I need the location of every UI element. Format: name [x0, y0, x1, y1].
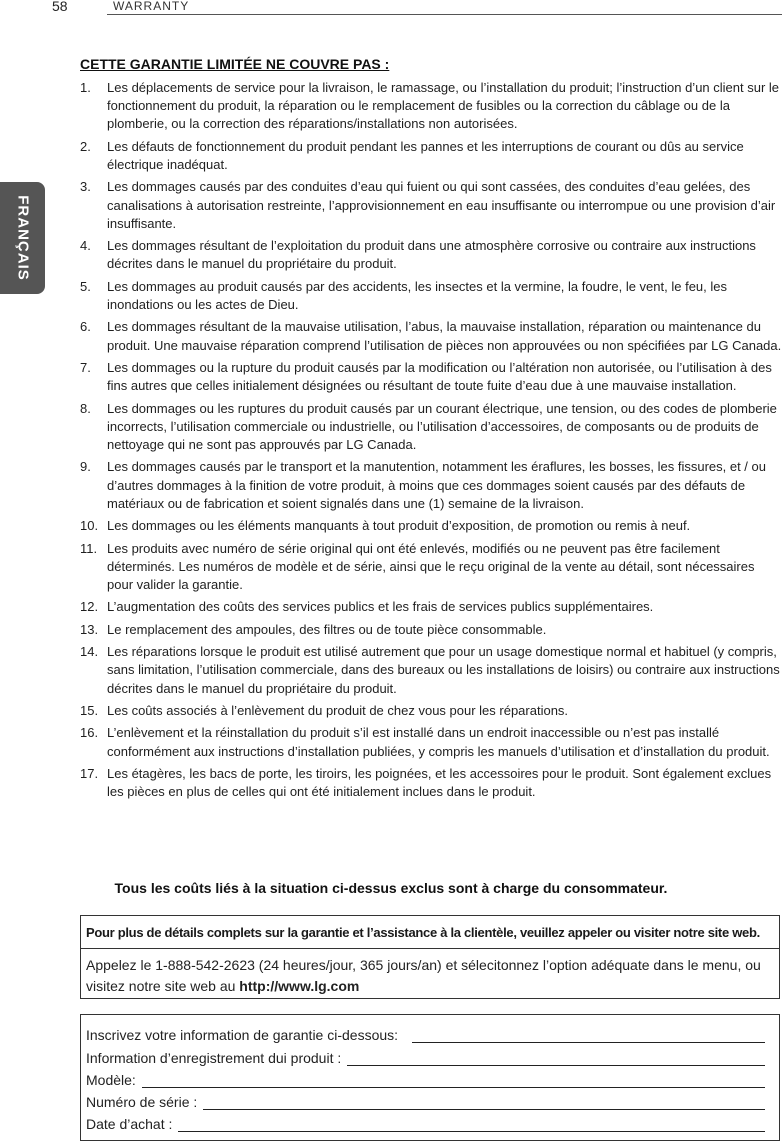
page-number: 58 [52, 0, 68, 14]
registration-row [86, 1066, 765, 1088]
registration-label: Inscrivez votre information de garantie ci-dessous: [86, 1027, 399, 1044]
exclusion-item [80, 359, 782, 395]
language-tab-label: FRANÇAIS [14, 195, 31, 281]
exclusion-item [80, 318, 782, 354]
language-tab [0, 182, 45, 294]
exclusion-item [80, 278, 782, 314]
exclusion-text: L’enlèvement et la réinstallation du produit s’il est installé dans un endroit inaccessible ou n’est pas installé conformément aux instructions d’installation publiées, y compris les manuels d’utilisation et d’installation du produit. [107, 725, 770, 759]
purchase-date-field[interactable] [178, 1118, 765, 1132]
exclusion-item [80, 400, 782, 455]
exclusion-text: Les dommages résultant de l’exploitation du produit dans une atmosphère corrosive ou contraire aux instructions décrites dans le manuel du propriétaire du produit. [107, 238, 756, 272]
exclusion-number: 8. [80, 400, 91, 416]
registration-label: Information d’enregistrement dui produit : [86, 1049, 342, 1066]
exclusion-number: 9. [80, 459, 91, 475]
exclusion-text: Les dommages causés par le transport et la manutention, notamment les éraflures, les bosses, les fissures, et / ou d’autres dommages à la finition de votre produit, à moins que ces dommages soient causés par des défauts de matériaux ou de fabrication et soient signalés dans une (1) semaine de la livraison. [107, 459, 766, 511]
exclusion-text: Le remplacement des ampoules, des filtres ou de toute pièce consommable. [107, 621, 547, 637]
registration-row [86, 1043, 765, 1065]
page-header [0, 0, 782, 16]
exclusion-text: Les étagères, les bacs de porte, les tiroirs, les poignées, et les accessoires pour le produit. Sont également exclues les pièces en plus de celles qui ont été initialement inclues dans le produit. [107, 765, 772, 800]
exclusions-heading: CETTE GARANTIE LIMITÉE NE COUVRE PAS : [80, 56, 390, 72]
website-link[interactable]: http://www.lg.com [239, 978, 360, 994]
registration-row [86, 1110, 765, 1132]
exclusion-text: Les réparations lorsque le produit est utilisé autrement que pour un usage domestique normal et habituel (y compris, sans limitation, l’utilisation commerciale, dans des bureaux ou les installations de loisirs) ou contraire aux instructions décrites dans le manuel du propriétaire du produit. [107, 644, 780, 696]
registration-label: Date d’achat : [86, 1116, 173, 1133]
exclusion-number: 13. [80, 621, 99, 637]
exclusion-item [80, 138, 782, 174]
exclusion-item [80, 540, 782, 595]
exclusion-item [80, 458, 782, 513]
serial-number-field[interactable] [203, 1096, 765, 1110]
exclusion-item [80, 237, 782, 273]
contact-info-title: Pour plus de détails complets sur la garantie et l’assistance à la clientèle, veuillez appeler ou visiter notre site web. [81, 916, 779, 949]
exclusion-text: Les dommages ou les ruptures du produit causés par un courant électrique, une tension, ou des codes de plomberie incorrects, l’utilisation commerciale ou industrielle, ou l’utilisation d’accessoires, de composants ou de produits de nettoyage qui ne sont pas approuvés par LG Canada. [107, 400, 777, 452]
exclusion-item [80, 621, 782, 639]
exclusion-number: 3. [80, 179, 91, 195]
exclusion-item [80, 765, 782, 801]
exclusion-number: 14. [80, 644, 99, 660]
exclusion-text: Les dommages au produit causés par des accidents, les insectes et la vermine, la foudre, le vent, le feu, les inondations ou les actes de Dieu. [107, 278, 728, 312]
exclusion-text: Les dommages ou la rupture du produit causés par la modification ou l’altération non autorisée, ou l’utilisation à des fins autres que celles initialement désignées ou résultant de toute fuite d’eau due à une mauvaise installation. [107, 359, 772, 394]
exclusion-number: 10. [80, 518, 99, 534]
contact-info-text: Appelez le 1-888-542-2623 (24 heures/jour, 365 jours/an) et sélecitonnez l’option adéquate dans le menu, ou visitez notre site web au [86, 957, 761, 994]
exclusion-item [80, 643, 782, 698]
exclusion-number: 11. [80, 540, 98, 556]
exclusion-text: Les déplacements de service pour la livraison, le ramassage, ou l’installation du produit; l’instruction d’un client sur le fonctionnement du produit, la réparation ou le remplacement de fusibles ou la correction du câblage ou de la plomberie, ou la correction des réparations/installations non autorisées. [107, 80, 780, 132]
exclusion-number: 4. [80, 238, 91, 254]
registration-box [80, 1014, 780, 1141]
exclusion-number: 7. [80, 359, 91, 375]
exclusion-text: Les défauts de fonctionnement du produit pendant les pannes et les interruptions de courant ou dûs au service électrique inadéquat. [107, 138, 744, 172]
exclusion-text: L’augmentation des coûts des services publics et les frais de services publics supplémentaires. [107, 599, 654, 615]
registration-label: Modèle: [86, 1071, 136, 1088]
exclusion-text: Les dommages ou les éléments manquants à tout produit d’exposition, de promotion ou remis à neuf. [107, 518, 691, 534]
exclusion-item [80, 598, 782, 616]
exclusion-number: 15. [80, 702, 99, 718]
registration-label: Numéro de série : [86, 1094, 198, 1111]
exclusion-number: 16. [80, 725, 99, 741]
model-field[interactable] [142, 1074, 765, 1088]
exclusion-item [80, 702, 782, 720]
exclusion-number: 1. [80, 80, 91, 95]
section-title: WARRANTY [113, 0, 190, 13]
exclusion-item [80, 517, 782, 535]
exclusion-text: Les produits avec numéro de série original qui ont été enlevés, modifiés ou ne peuvent pas être facilement déterminés. Les numéros de modèle et de série, ainsi que le reçu original de la vente au détail, sont nécessaires pour valider la garantie. [107, 540, 755, 592]
exclusion-text: Les coûts associés à l’enlèvement du produit de chez vous pour les réparations. [107, 702, 569, 718]
exclusions-list [80, 79, 782, 806]
header-rule [107, 14, 782, 15]
exclusion-number: 12. [80, 599, 99, 615]
exclusion-number: 6. [80, 319, 91, 335]
registration-row [86, 1088, 765, 1110]
exclusion-item [80, 178, 782, 233]
exclusion-number: 5. [80, 278, 91, 294]
contact-info-body [81, 949, 779, 997]
exclusion-item [80, 79, 782, 134]
registration-info-field[interactable] [347, 1052, 765, 1066]
registration-row [86, 1021, 765, 1043]
contact-info-box [80, 915, 780, 999]
exclusion-item [80, 724, 782, 760]
exclusion-text: Les dommages résultant de la mauvaise utilisation, l’abus, la mauvaise installation, réparation ou maintenance du produit. Une mauvaise réparation comprend l’utilisation de pièces non approuvées ou non spécifiées par LG Canada. [107, 319, 782, 353]
exclusion-text: Les dommages causés par des conduites d’eau qui fuient ou qui sont cassées, des conduites d’eau gelées, des canalisations à autorisation restreinte, l’approvisionnement en eau insuffisante ou interrompue ou une provision d’air insuffisante. [107, 179, 776, 231]
exclusion-number: 17. [80, 765, 99, 781]
warranty-info-field[interactable] [412, 1029, 765, 1043]
consumer-note: Tous les coûts liés à la situation ci-dessus exclus sont à charge du consommateur. [114, 880, 668, 896]
exclusion-number: 2. [80, 138, 91, 154]
